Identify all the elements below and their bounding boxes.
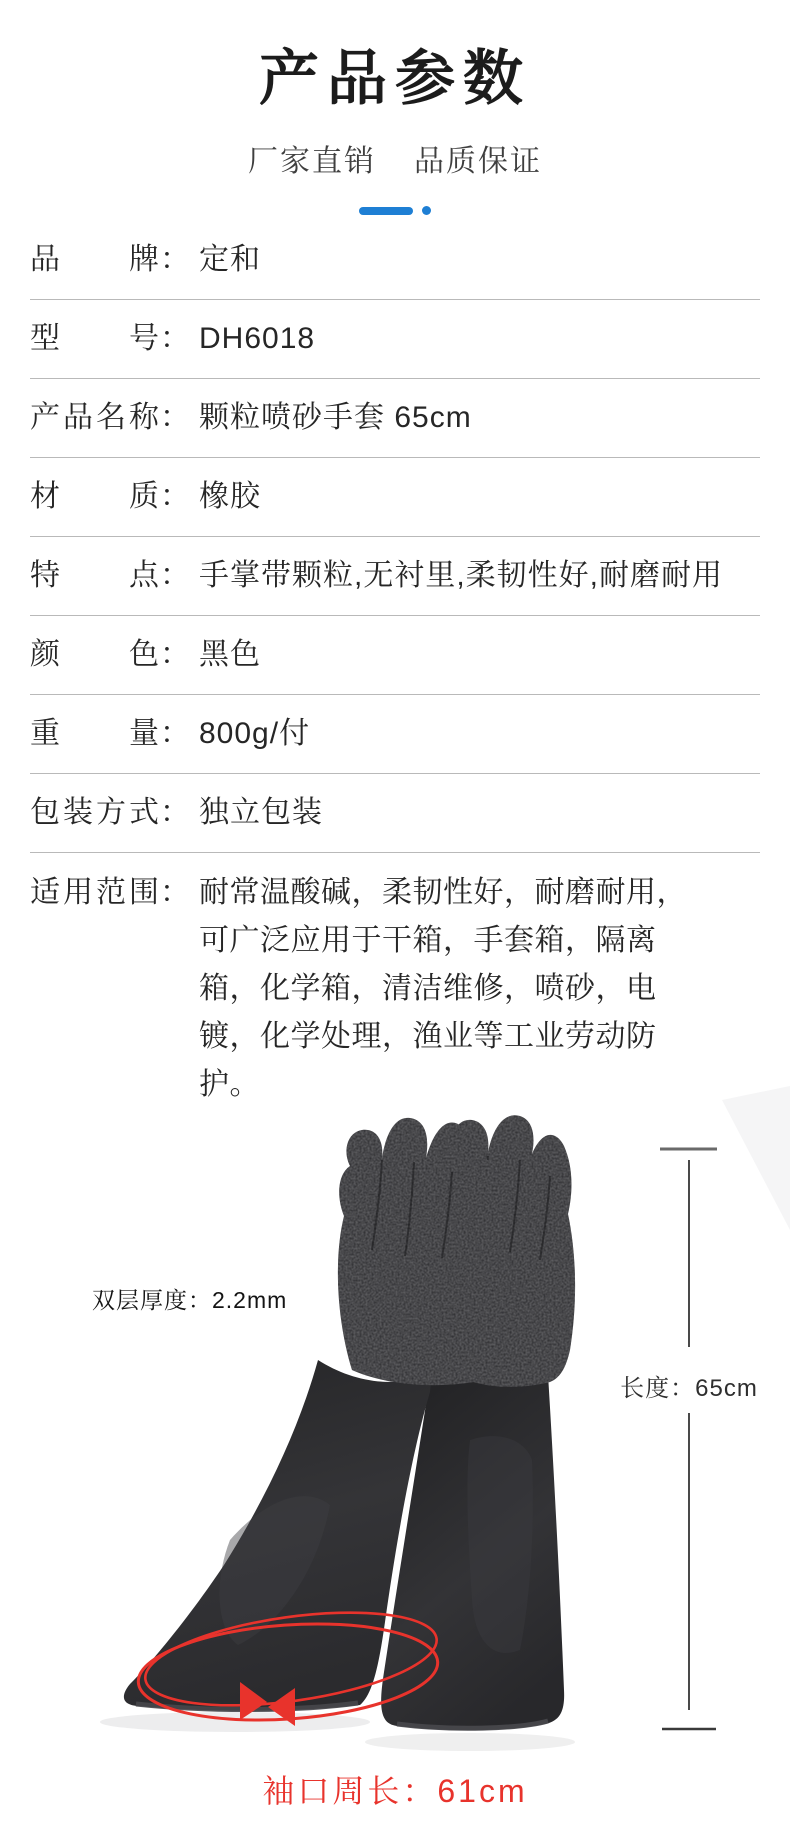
spec-row [30, 300, 760, 379]
spec-value: 颗粒喷砂手套 65cm [199, 401, 472, 434]
spec-value: 独立包装 [199, 796, 323, 829]
spec-label: 材质 [30, 480, 160, 513]
spec-row [30, 774, 760, 853]
spec-label: 产品名称 [30, 401, 160, 434]
spec-value: 黑色 [199, 638, 261, 671]
right-glove-sleeve-highlight [467, 1436, 532, 1653]
spec-row [30, 537, 760, 616]
spec-colon: ： [160, 322, 191, 355]
spec-label: 颜色 [30, 638, 160, 671]
spec-label: 型号 [30, 322, 160, 355]
page-title: 产品参数 [259, 45, 531, 112]
spec-colon: ： [160, 796, 191, 829]
spec-colon: ： [160, 243, 191, 276]
spec-colon: ： [160, 638, 191, 671]
spec-label: 特点 [30, 559, 160, 592]
thickness-annotation: 双层厚度：2.2mm [92, 1287, 288, 1313]
spec-table [30, 221, 760, 1130]
subtitle-left: 厂家直销 [248, 145, 376, 178]
spec-colon: ： [160, 717, 191, 750]
spec-colon: ： [160, 559, 191, 592]
glove-photo [0, 1060, 790, 1835]
spec-row [30, 221, 760, 300]
spec-label: 包装方式 [30, 796, 160, 829]
spec-value: 800g/付 [199, 717, 311, 750]
spec-row [30, 379, 760, 458]
spec-colon: ： [160, 480, 191, 513]
spec-colon: ： [160, 876, 191, 909]
spec-row [30, 695, 760, 774]
spec-value: 耐常温酸碱，柔韧性好，耐磨耐用，可广泛应用于干箱，手套箱，隔离箱，化学箱，清洁维修，喷砂，电镀，化学处理，渔业等工业劳动防护。 [199, 876, 687, 1101]
length-annotation: 长度：65cm [620, 1375, 758, 1402]
product-figure [0, 1060, 790, 1835]
spec-value: 橡胶 [199, 480, 261, 513]
subtitle [0, 144, 790, 180]
background-watermark [722, 1086, 790, 1230]
spec-label: 重量 [30, 717, 160, 750]
spec-row [30, 616, 760, 695]
spec-value: DH6018 [199, 322, 316, 355]
spec-label: 适用范围 [30, 876, 160, 909]
spec-row [30, 458, 760, 537]
header [0, 0, 790, 215]
accent-bar [359, 207, 413, 215]
spec-colon: ： [160, 401, 191, 434]
accent-decoration [0, 206, 790, 215]
spec-value: 手掌带颗粒,无衬里,柔韧性好,耐磨耐用 [199, 559, 724, 592]
length-dimension-line [660, 1149, 717, 1729]
cuff-annotation: 袖口周长：61cm [262, 1773, 528, 1809]
accent-dot [422, 206, 431, 215]
subtitle-right: 品质保证 [414, 145, 542, 178]
cuff-shadow-right [365, 1733, 575, 1751]
spec-label: 品牌 [30, 243, 160, 276]
spec-value: 定和 [199, 243, 261, 276]
